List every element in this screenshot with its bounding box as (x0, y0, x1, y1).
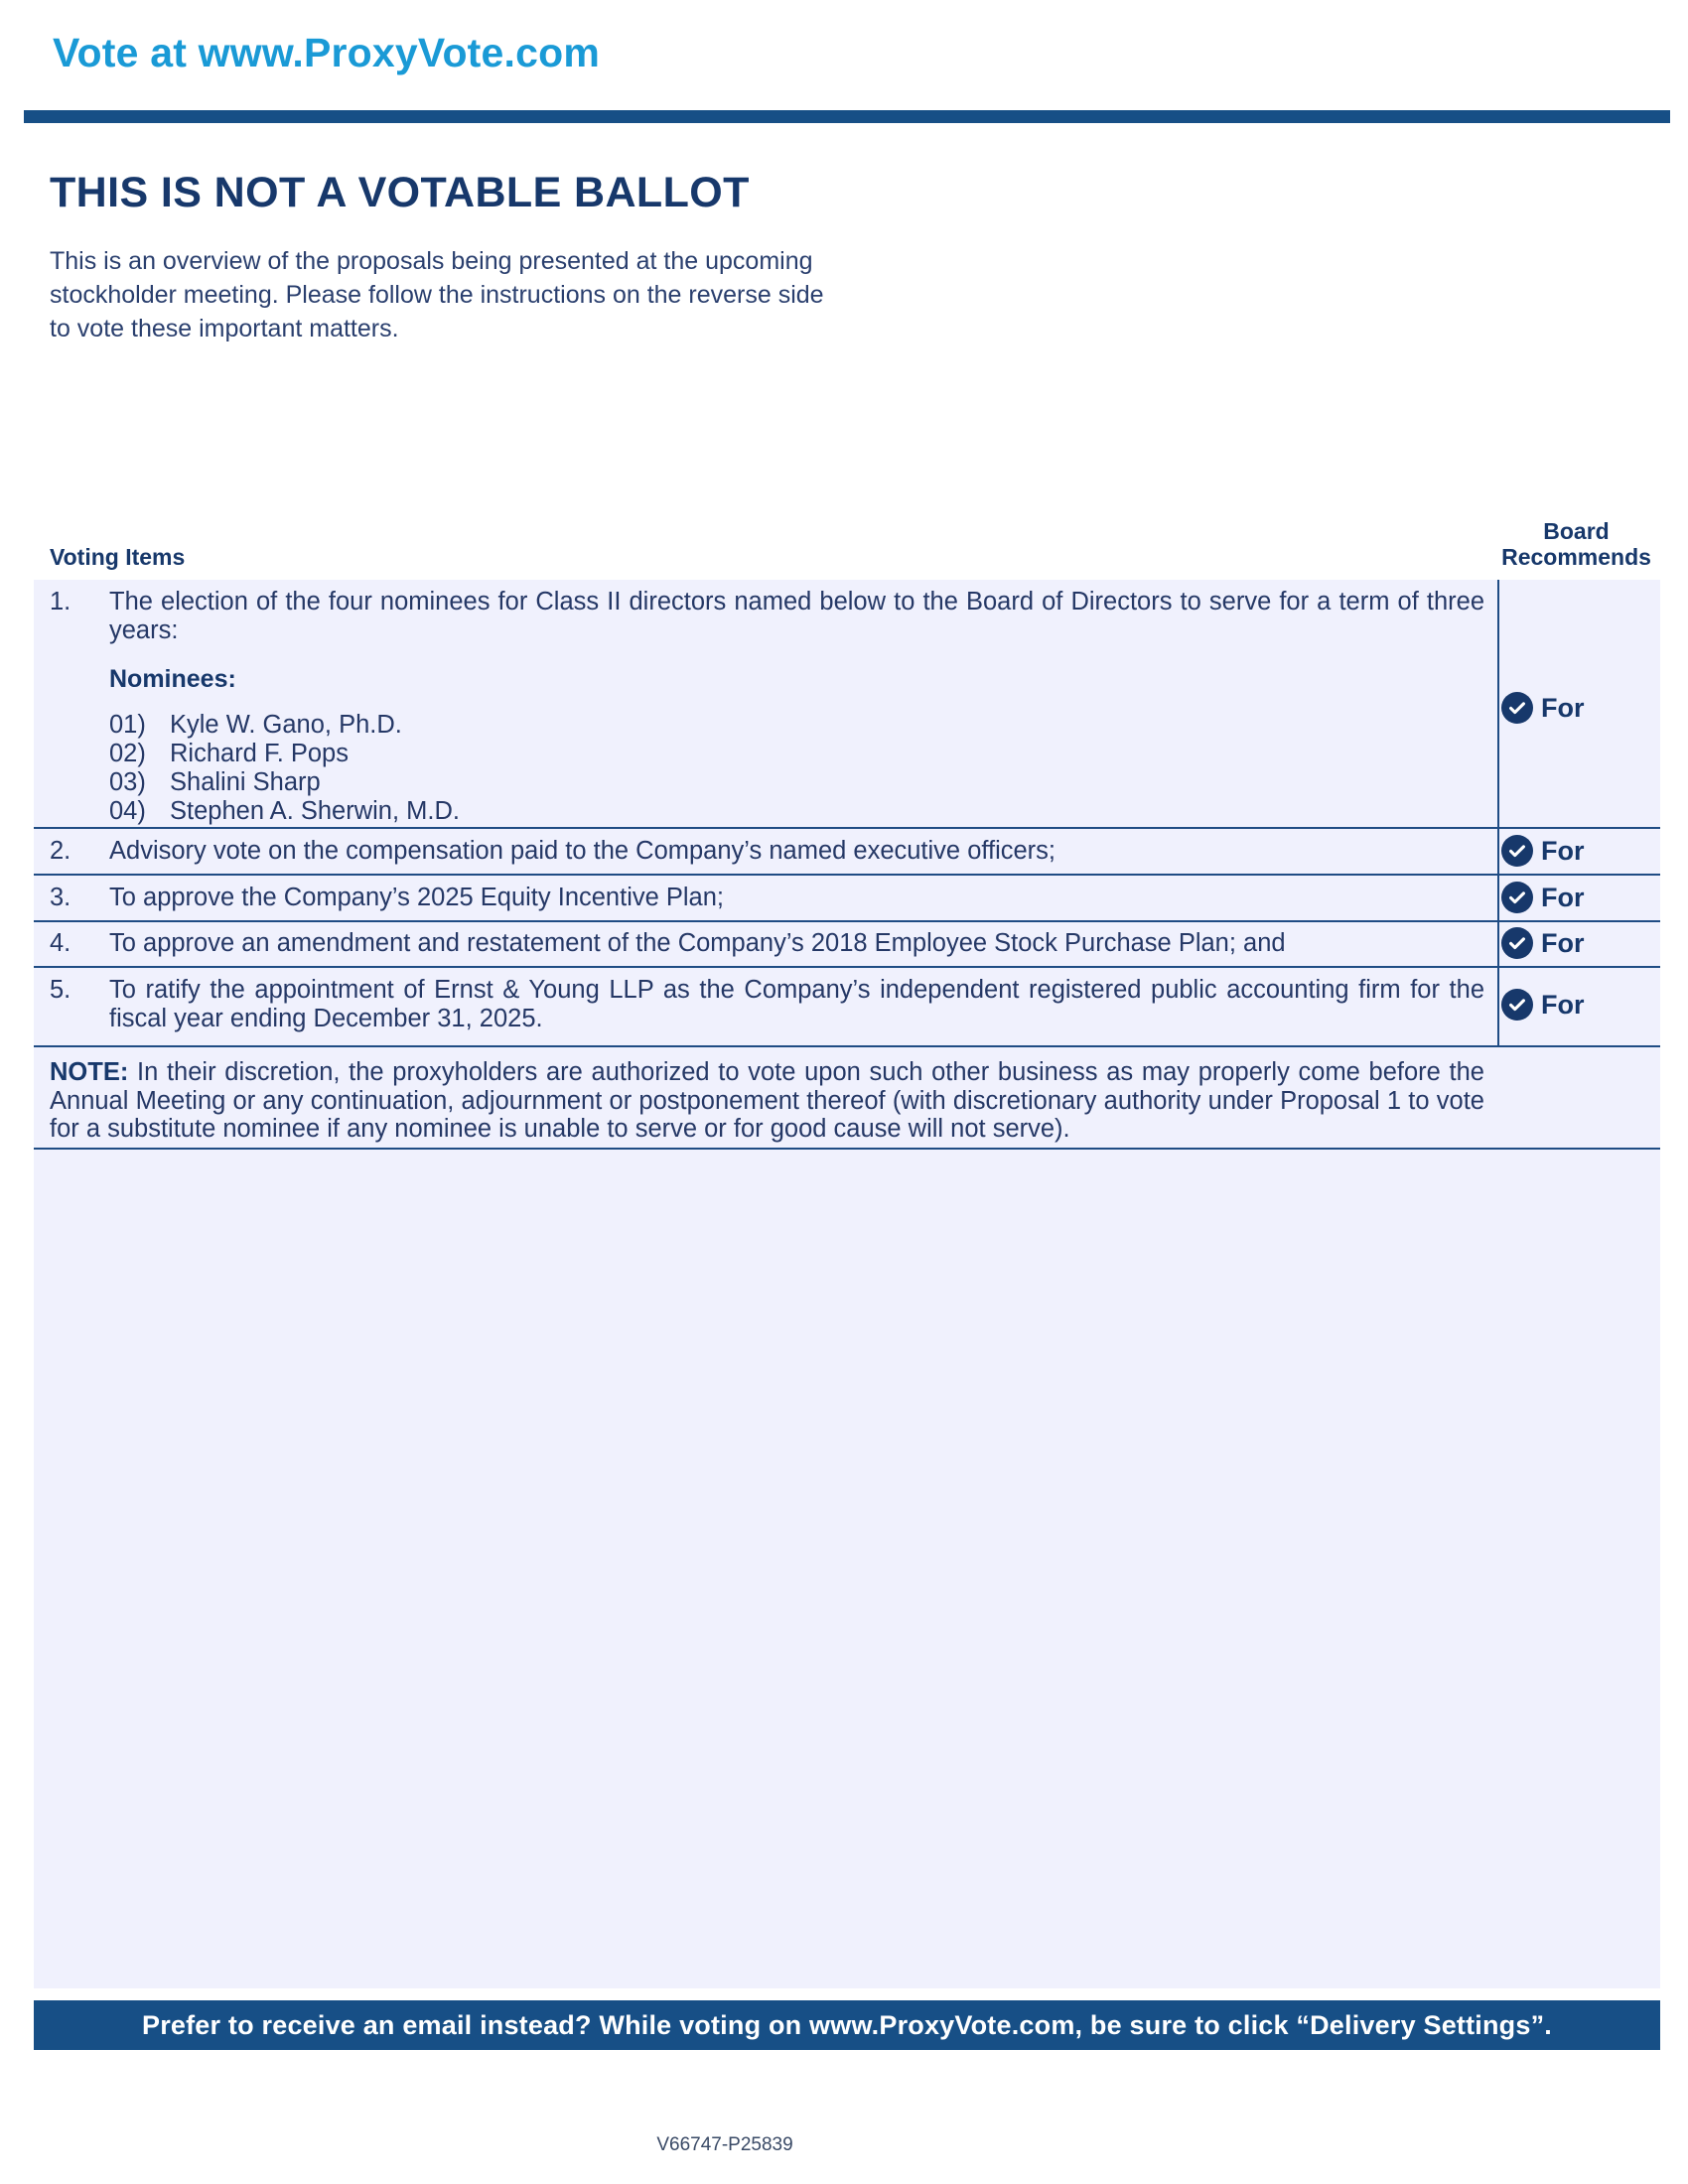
item-text: To approve an amendment and restatement of the Company’s 2018 Employee Stock Purchase Plan; and (109, 929, 1286, 957)
check-circle-icon (1501, 835, 1533, 867)
item-text: The election of the four nominees for Class II directors named below to the Board of Directors to serve for a term of three years: (109, 588, 1484, 644)
page-title: THIS IS NOT A VOTABLE BALLOT (50, 169, 750, 216)
row-divider (34, 966, 1660, 968)
recommendation-2 (1501, 834, 1585, 868)
nominee-name: Shalini Sharp (170, 768, 321, 796)
recommendation-label: For (1541, 692, 1585, 723)
nominee-item (109, 740, 349, 768)
recommendation-label: For (1541, 882, 1585, 912)
note-text (50, 1058, 1484, 1144)
document-code: V66747-P25839 (656, 2134, 793, 2155)
voting-item-4 (50, 929, 1484, 958)
nominee-number: 01) (109, 711, 146, 739)
intro-text: This is an overview of the proposals being presented at the upcoming stockholder meeting. Please follow the instructions on the reverse side to vote these important matters. (50, 247, 824, 342)
nominee-name: Stephen A. Sherwin, M.D. (170, 797, 460, 825)
recommendation-1 (1501, 691, 1585, 725)
recommendation-4 (1501, 926, 1585, 960)
item-text: To ratify the appointment of Ernst & Young LLP as the Company’s independent registered public accounting firm for the fiscal year ending December 31, 2025. (109, 976, 1484, 1032)
check-circle-icon (1501, 927, 1533, 959)
voting-item-1 (50, 588, 1484, 645)
item-text: Advisory vote on the compensation paid to the Company’s named executive officers; (109, 837, 1056, 865)
nominee-name: Richard F. Pops (170, 740, 349, 767)
note-label: NOTE: (50, 1058, 129, 1086)
email-delivery-banner (34, 2000, 1660, 2050)
row-divider (34, 874, 1660, 876)
vote-link[interactable]: Vote at www.ProxyVote.com (53, 30, 601, 75)
board-header-line1: Board (1543, 518, 1610, 544)
recommendation-label: For (1541, 835, 1585, 866)
recommendation-label: For (1541, 927, 1585, 958)
check-circle-icon (1501, 882, 1533, 913)
nominee-item (109, 711, 402, 740)
voting-item-5 (50, 976, 1484, 1033)
item-number: 2. (50, 837, 71, 865)
recommendation-3 (1501, 881, 1585, 914)
recommendation-label: For (1541, 989, 1585, 1020)
voting-item-3 (50, 884, 1484, 912)
nominees-label: Nominees: (109, 665, 236, 693)
note-body: In their discretion, the proxyholders are authorized to vote upon such other business as may properly come before the Annual Meeting or any continuation, adjournment or postponement thereof (with discretionary authority under Proposal 1 to vote for a substitute nominee if any nominee is unable to serve or for good cause will not serve). (50, 1058, 1484, 1143)
item-number: 3. (50, 884, 71, 911)
voting-items-header: Voting Items (50, 544, 186, 570)
nominee-item (109, 768, 321, 797)
item-number: 1. (50, 588, 71, 615)
check-circle-icon (1501, 989, 1533, 1021)
row-divider (34, 827, 1660, 829)
row-divider (34, 920, 1660, 922)
voting-item-2 (50, 837, 1484, 866)
board-recommends-header (1494, 518, 1658, 570)
board-header-line2: Recommends (1501, 544, 1651, 570)
item-number: 5. (50, 976, 71, 1004)
row-divider (34, 1045, 1660, 1047)
column-divider (1497, 580, 1499, 1047)
row-divider (34, 1148, 1660, 1150)
banner-text: Prefer to receive an email instead? While voting on www.ProxyVote.com, be sure to click “Delivery Settings”. (141, 2009, 1552, 2040)
check-circle-icon (1501, 692, 1533, 724)
nominee-number: 02) (109, 740, 146, 767)
top-divider (24, 110, 1670, 123)
recommendation-5 (1501, 988, 1585, 1022)
item-text: To approve the Company’s 2025 Equity Incentive Plan; (109, 884, 724, 911)
nominee-name: Kyle W. Gano, Ph.D. (170, 711, 402, 739)
nominee-number: 04) (109, 797, 146, 825)
nominee-item (109, 797, 460, 826)
nominee-number: 03) (109, 768, 146, 796)
item-number: 4. (50, 929, 71, 957)
